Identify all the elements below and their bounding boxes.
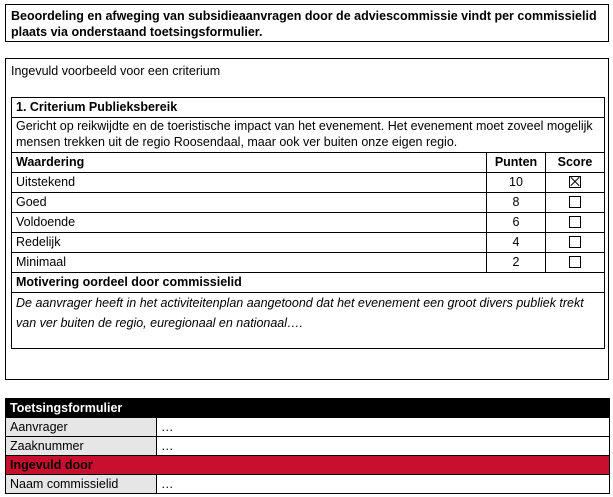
criterion-description: Gericht op reikwijdte en de toeristische impact van het evenement. Het evenement moet zoveel mogelijk mensen trekken uit de regio Roosendaal, maar ook ver buiten onze eigen regio. — [12, 118, 605, 153]
rating-points: 2 — [487, 253, 546, 273]
table-row — [12, 173, 605, 193]
rating-label: Uitstekend — [12, 173, 487, 193]
table-row — [12, 213, 605, 233]
form-title: Toetsingsformulier — [6, 399, 610, 418]
assessment-form — [5, 398, 610, 494]
score-checkbox[interactable] — [569, 216, 581, 228]
example-caption: Ingevuld voorbeeld voor een criterium — [11, 64, 221, 78]
intro-text: Beoordeling en afweging van subsidieaanvragen door de adviescommissie vindt per commissielid plaats via onderstaand toetsingsformulier. — [5, 4, 609, 42]
rating-points: 10 — [487, 173, 546, 193]
field-value[interactable]: … — [157, 475, 610, 494]
score-checkbox[interactable] — [569, 196, 581, 208]
rating-label: Goed — [12, 193, 487, 213]
filled-by-header: Ingevuld door — [6, 456, 610, 475]
field-label: Zaaknummer — [6, 437, 157, 456]
motivation-title: Motivering oordeel door commissielid — [12, 273, 605, 293]
criterion-title: 1. Criterium Publieksbereik — [12, 98, 605, 118]
form-row — [6, 418, 610, 437]
header-rating: Waardering — [12, 153, 487, 173]
rating-points: 6 — [487, 213, 546, 233]
table-row — [12, 233, 605, 253]
form-row — [6, 475, 610, 494]
table-row — [12, 253, 605, 273]
header-score: Score — [546, 153, 605, 173]
field-value[interactable]: … — [157, 437, 610, 456]
rating-points: 8 — [487, 193, 546, 213]
field-label: Aanvrager — [6, 418, 157, 437]
rating-label: Minimaal — [12, 253, 487, 273]
score-checkbox[interactable] — [569, 256, 581, 268]
motivation-text[interactable]: De aanvrager heeft in het activiteitenplan aangetoond dat het evenement een groot divers publiek trekt van ver buiten de regio, euregionaal en nationaal…. — [12, 293, 605, 349]
form-row — [6, 437, 610, 456]
field-value[interactable]: … — [157, 418, 610, 437]
score-checkbox-checked[interactable] — [569, 176, 581, 188]
field-label: Naam commissielid — [6, 475, 157, 494]
table-row — [12, 193, 605, 213]
rating-points: 4 — [487, 233, 546, 253]
criterion-table — [11, 97, 605, 349]
example-box — [5, 58, 609, 380]
header-points: Punten — [487, 153, 546, 173]
score-checkbox[interactable] — [569, 236, 581, 248]
rating-label: Voldoende — [12, 213, 487, 233]
rating-label: Redelijk — [12, 233, 487, 253]
